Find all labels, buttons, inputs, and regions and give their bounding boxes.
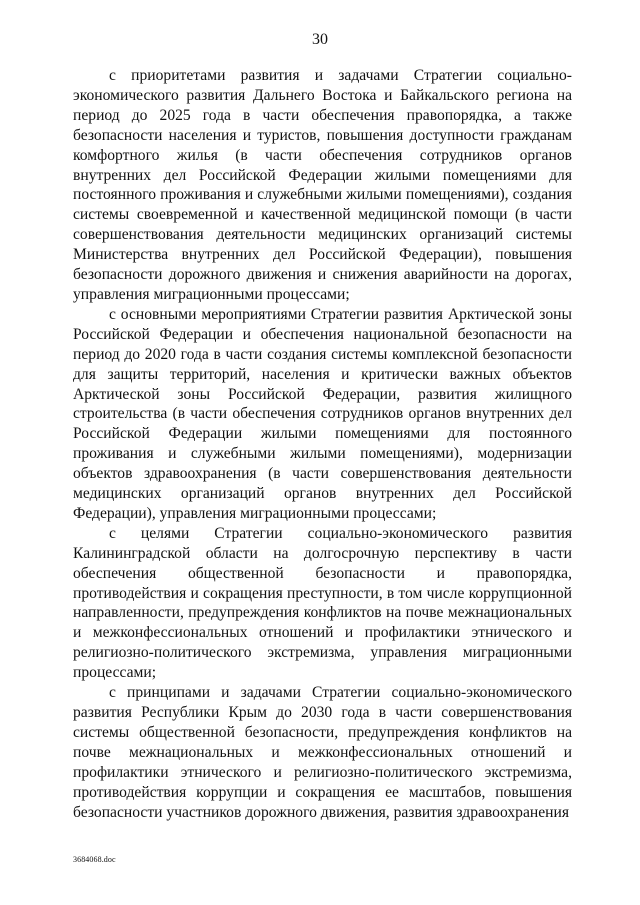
body-text [73,66,572,822]
paragraph-far-east-strategy: с приоритетами развития и задачами Стратегии социально-экономического развития Дальнего Востока и Байкальского региона на период до 2025 года в части обеспечения правопорядка, а также безопасности населения и туристов, повышения доступности гражданам комфортного жилья (в части обеспечения сотрудников органов внутренних дел Российской Федерации жилыми помещениями для постоянного проживания и служебными жилыми помещениями), создания системы своевременной и качественной медицинской помощи (в части совершенствования деятельности медицинских организаций системы Министерства внутренних дел Российской Федерации), повышения безопасности дорожного движения и снижения аварийности на дорогах, управления миграционными процессами; [73,67,572,303]
paragraph-crimea-strategy: с принципами и задачами Стратегии социально-экономического развития Республики Крым до 2030 года в части совершенствования системы общественной безопасности, предупреждения конфликтов на почве межнациональных и межконфессиональных отношений и профилактики этнического и религиозно-политического экстремизма, противодействия коррупции и сокращения ее масштабов, повышения безопасности участников дорожного движения, развития здравоохранения [73,684,572,821]
document-file-code: 3684068.doc [73,855,116,864]
paragraph-kaliningrad-strategy: с целями Стратегии социально-экономического развития Калининградской области на долгосрочную перспективу в части обеспечения общественной безопасности и правопорядка, противодействия и сокращения преступности, в том числе коррупционной направленности, предупреждения конфликтов на почве межнациональных и межконфессиональных отношений и профилактики этнического и религиозно-политического экстремизма, управления миграционными процессами; [73,524,572,682]
paragraph-arctic-strategy: с основными мероприятиями Стратегии развития Арктической зоны Российской Федерации и обеспечения национальной безопасности на период до 2020 года в части создания системы комплексной безопасности для защиты территорий, населения и критически важных объектов Арктической зоны Российской Федерации, развития жилищного строительства (в части обеспечения сотрудников органов внутренних дел Российской Федерации жилыми помещениями для постоянного проживания и служебными жилыми помещениями), модернизации объектов здравоохранения (в части совершенствования деятельности медицинских организаций органов внутренних дел Российской Федерации), управления миграционными процессами; [73,305,572,522]
page-number: 30 [312,31,328,48]
